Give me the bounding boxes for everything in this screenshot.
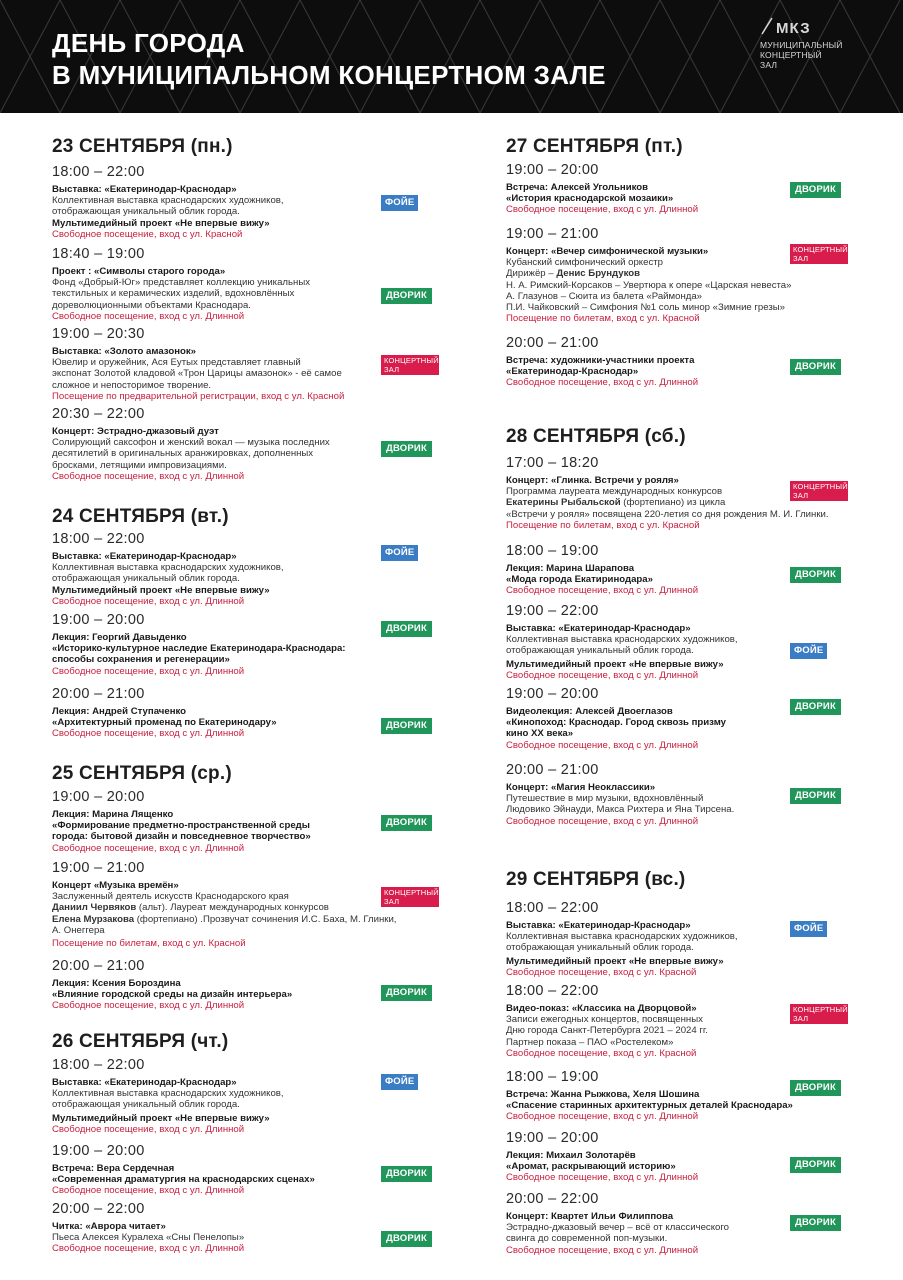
event-line: А. Глазунов – Сюита из балета «Раймонда» <box>506 290 703 302</box>
event-title: Концерт: «Вечер симфонической музыки» <box>506 246 709 257</box>
badge-yard: ДВОРИК <box>790 1157 841 1173</box>
event-time: 18:00 – 22:00 <box>506 900 599 916</box>
event-access: Посещение по билетам, вход с ул. Красной <box>506 519 700 531</box>
event-line: способы сохранения и регенерации» <box>52 654 230 666</box>
event-28-3 <box>506 603 881 681</box>
event-title: Встреча: Алексей Угольников <box>506 182 649 193</box>
day-heading-24 <box>52 506 229 528</box>
event-access: Свободное посещение, вход с ул. Длинной <box>52 1185 245 1197</box>
event-line: «Встречи у рояля» посвящена 220-летия со дня рождения М. И. Глинки. <box>506 508 829 520</box>
event-line: Эстрадно-джазовый вечер – всё от классического <box>506 1222 729 1234</box>
event-line: «Формирование предметно-пространственной среды <box>52 820 310 832</box>
event-time: 20:00 – 21:00 <box>52 686 145 702</box>
event-line: города: бытовой дизайн и повседневное творчество» <box>52 831 311 843</box>
event-access: Свободное посещение, вход с ул. Длинной <box>506 1244 699 1256</box>
event-line: текстильных и керамических изделий, вдохновлённых <box>52 288 295 300</box>
event-title: Концерт: «Глинка. Встречи у рояля» <box>506 475 679 486</box>
event-time: 18:00 – 22:00 <box>52 531 145 547</box>
event-line: отображающая уникальный облик города. <box>52 206 240 218</box>
logo-mark <box>760 20 843 37</box>
event-time: 19:00 – 20:30 <box>52 326 145 342</box>
day-date: 25 СЕНТЯБРЯ <box>52 763 186 784</box>
event-title: Встреча: художники-участники проекта <box>506 355 695 366</box>
event-access: Свободное посещение, вход с ул. Длинной <box>52 1123 245 1135</box>
badge-line: ЗАЛ <box>384 897 400 906</box>
badge-line: КОНЦЕРТНЫЙ <box>793 482 848 491</box>
badge-yard: ДВОРИК <box>790 788 841 804</box>
event-title: Читка: «Аврора читает» <box>52 1221 166 1232</box>
event-time: 18:00 – 22:00 <box>52 164 145 180</box>
day-date: 28 СЕНТЯБРЯ <box>506 426 640 447</box>
event-line: Мультимедийный проект «Не впервые вижу» <box>506 658 724 670</box>
event-27-2 <box>506 226 881 324</box>
event-line <box>506 268 881 279</box>
event-access: Свободное посещение, вход с ул. Длинной <box>52 842 245 854</box>
day-heading-26 <box>52 1031 228 1053</box>
badge-foyer: ФОЙЕ <box>381 545 418 561</box>
event-title: Лекция: Марина Шарапова <box>506 563 635 574</box>
event-time: 19:00 – 22:00 <box>506 603 599 619</box>
badge-yard: ДВОРИК <box>381 1166 432 1182</box>
event-line: Дню города Санкт-Петербурга 2021 – 2024 гг. <box>506 1025 708 1037</box>
event-line: свинга до современной поп-музыки. <box>506 1233 668 1245</box>
event-title: Лекция: Георгий Давыденко <box>52 632 187 643</box>
badge-concert-hall <box>790 244 848 264</box>
event-line: «Историко-культурное наследие Екатеринодара-Краснодара: <box>52 643 346 655</box>
event-access: Посещение по билетам, вход с ул. Красной <box>506 313 700 325</box>
event-access: Свободное посещение, вход с ул. Длинной <box>52 728 245 740</box>
event-line: «Архитектурный променад по Екатеринодару» <box>52 717 277 729</box>
event-time: 19:00 – 21:00 <box>506 226 599 242</box>
logo-icon <box>760 16 774 36</box>
day-date: 29 СЕНТЯБРЯ <box>506 869 640 890</box>
event-line: Н. А. Римский-Корсаков – Увертюра к опере «Царская невеста» <box>506 279 792 291</box>
day-weekday: (пт.) <box>644 136 683 157</box>
event-access: Свободное посещение, вход с ул. Длинной <box>506 585 699 597</box>
logo-line-1: МУНИЦИПАЛЬНЫЙ <box>760 40 843 50</box>
conductor-label: Дирижёр – <box>506 268 557 280</box>
day-weekday: (вс.) <box>644 869 686 890</box>
event-time: 18:00 – 22:00 <box>52 1057 145 1073</box>
event-26-1 <box>52 1057 442 1135</box>
event-title: Лекция: Ксения Бороздина <box>52 978 181 989</box>
event-line: Мультимедийный проект «Не впервые вижу» <box>52 584 270 596</box>
event-line <box>52 914 442 925</box>
event-title: Концерт: «Магия Неоклассики» <box>506 782 656 793</box>
event-access: Свободное посещение, вход с ул. Длинной <box>506 669 699 681</box>
event-line: Коллективная выставка краснодарских художников, <box>506 931 738 943</box>
event-line: отображающая уникальный облик города. <box>52 1099 240 1111</box>
event-title: Лекция: Андрей Ступаченко <box>52 706 187 717</box>
event-access: Свободное посещение, вход с ул. Длинной <box>506 204 699 216</box>
badge-concert-hall <box>381 887 439 907</box>
event-access: Посещение по предварительной регистрации, вход с ул. Красной <box>52 390 345 402</box>
badge-yard: ДВОРИК <box>790 1215 841 1231</box>
event-title: Выставка: «Екатеринодар-Краснодар» <box>506 623 691 634</box>
badge-yard: ДВОРИК <box>381 815 432 831</box>
badge-concert-hall <box>790 1004 848 1024</box>
event-title: Встреча: Вера Сердечная <box>52 1163 175 1174</box>
conductor-name: Денис Брундуков <box>556 268 641 280</box>
performer-name: Екатерины Рыбальской <box>506 497 621 509</box>
event-time: 20:00 – 22:00 <box>506 1191 599 1207</box>
badge-yard: ДВОРИК <box>381 718 432 734</box>
event-time: 20:00 – 21:00 <box>506 762 599 778</box>
badge-line: ЗАЛ <box>384 365 400 374</box>
event-line: Кубанский симфонический оркестр <box>506 257 663 269</box>
event-line: отображающая уникальный облик города. <box>506 645 694 657</box>
event-access: Свободное посещение, вход с ул. Длинной <box>52 1243 245 1255</box>
event-time: 19:00 – 20:00 <box>506 1130 599 1146</box>
event-line: Солирующий саксофон и женский вокал — музыка последних <box>52 437 330 449</box>
event-line: Партнер показа – ПАО «Ростелеком» <box>506 1036 674 1048</box>
badge-yard: ДВОРИК <box>790 359 841 375</box>
logo-text: МКЗ <box>776 20 811 37</box>
event-line: десятилетий в оригинальных аранжировках, дополненных <box>52 448 314 460</box>
event-title: Концерт: Эстрадно-джазовый дуэт <box>52 426 219 437</box>
event-time: 19:00 – 20:00 <box>506 162 599 178</box>
event-23-2 <box>52 246 442 322</box>
event-line: Мультимедийный проект «Не впервые вижу» <box>52 1112 270 1124</box>
event-time: 19:00 – 20:00 <box>52 612 145 628</box>
event-time: 19:00 – 21:00 <box>52 860 145 876</box>
event-access: Свободное посещение, вход с ул. Длинной <box>506 377 699 389</box>
event-line: Записи ежегодных концертов, посвященных <box>506 1014 703 1026</box>
event-time: 20:30 – 22:00 <box>52 406 145 422</box>
badge-yard: ДВОРИК <box>381 621 432 637</box>
event-line: «Современная драматургия на краснодарских сценах» <box>52 1174 315 1186</box>
event-line: кино XX века» <box>506 728 574 740</box>
event-access: Свободное посещение, вход с ул. Длинной <box>506 1172 699 1184</box>
badge-yard: ДВОРИК <box>790 1080 841 1096</box>
event-line: Мультимедийный проект «Не впервые вижу» <box>506 955 724 967</box>
event-line: Мультимедийный проект «Не впервые вижу» <box>52 217 270 229</box>
event-time: 18:00 – 19:00 <box>506 1069 599 1085</box>
badge-yard: ДВОРИК <box>381 441 432 457</box>
event-line: Программа лауреата международных конкурсов <box>506 486 723 498</box>
badge-line: КОНЦЕРТНЫЙ <box>384 888 439 897</box>
badge-line: ЗАЛ <box>793 1014 809 1023</box>
performer-note: (альт). Лауреат международных конкурсов <box>136 902 329 914</box>
event-access: Свободное посещение, вход с ул. Длинной <box>506 1111 699 1123</box>
event-time: 18:40 – 19:00 <box>52 246 145 262</box>
event-line: Путешествие в мир музыки, вдохновлённый <box>506 793 704 805</box>
event-title: Лекция: Марина Лященко <box>52 809 174 820</box>
event-title: Выставка: «Екатеринодар-Краснодар» <box>52 184 237 195</box>
event-time: 20:00 – 21:00 <box>52 958 145 974</box>
day-heading-27 <box>506 136 683 158</box>
day-weekday: (сб.) <box>644 426 686 447</box>
performer-name: Даниил Червяков <box>52 902 137 914</box>
event-line: «Влияние городской среды на дизайн интерьера» <box>52 989 293 1001</box>
day-heading-25 <box>52 763 232 785</box>
event-line: Заслуженный деятель искусств Краснодарского края <box>52 891 289 903</box>
event-access: Свободное посещение, вход с ул. Красной <box>52 228 243 240</box>
event-title: Концерт «Музыка времён» <box>52 880 179 891</box>
badge-line: ЗАЛ <box>793 491 809 500</box>
event-title: Встреча: Жанна Рыжкова, Хеля Шошина <box>506 1089 700 1100</box>
event-line: Коллективная выставка краснодарских художников, <box>506 634 738 646</box>
badge-yard: ДВОРИК <box>790 699 841 715</box>
badge-yard: ДВОРИК <box>790 182 841 198</box>
event-time: 18:00 – 22:00 <box>506 983 599 999</box>
badge-foyer: ФОЙЕ <box>381 195 418 211</box>
event-access: Свободное посещение, вход с ул. Длинной <box>52 665 245 677</box>
day-heading-28 <box>506 426 686 448</box>
day-weekday: (пн.) <box>190 136 233 157</box>
event-line: «Кинопоход: Краснодар. Город сквозь призму <box>506 717 727 729</box>
event-24-1 <box>52 531 442 607</box>
event-time: 20:00 – 22:00 <box>52 1201 145 1217</box>
event-line: А. Онеггера <box>52 924 105 936</box>
event-access: Свободное посещение, вход с ул. Длинной <box>52 595 245 607</box>
badge-yard: ДВОРИК <box>381 288 432 304</box>
event-line: «Екатеринодар-Краснодар» <box>506 366 639 378</box>
event-title: Выставка: «Золото амазонок» <box>52 346 196 357</box>
event-line: «История краснодарской мозаики» <box>506 193 674 205</box>
event-access: Посещение по билетам, вход с ул. Красной <box>52 938 246 950</box>
mkz-logo <box>760 20 843 70</box>
day-date: 24 СЕНТЯБРЯ <box>52 506 186 527</box>
badge-yard: ДВОРИК <box>381 985 432 1001</box>
page-title <box>52 27 606 91</box>
event-28-4 <box>506 686 881 751</box>
day-date: 23 СЕНТЯБРЯ <box>52 136 186 157</box>
performer-note: (фортепиано) из цикла <box>620 497 726 509</box>
day-date: 26 СЕНТЯБРЯ <box>52 1031 186 1052</box>
header-banner <box>0 0 903 113</box>
day-weekday: (ср.) <box>190 763 232 784</box>
badge-line: КОНЦЕРТНЫЙ <box>793 245 848 254</box>
event-line: отображающая уникальный облик города. <box>52 573 240 585</box>
event-line: «Спасение старинных архитектурных деталей Краснодара» <box>506 1100 793 1112</box>
event-access: Свободное посещение, вход с ул. Красной <box>506 1047 697 1059</box>
badge-line: КОНЦЕРТНЫЙ <box>793 1005 848 1014</box>
badge-concert-hall <box>381 355 439 375</box>
event-line: «Мода города Екатиринодара» <box>506 574 653 586</box>
event-access: Свободное посещение, вход с ул. Длинной <box>52 310 245 322</box>
day-date: 27 СЕНТЯБРЯ <box>506 136 640 157</box>
event-title: Выставка: «Екатеринодар-Краснодар» <box>506 920 691 931</box>
event-line: Фонд «Добрый-Юг» представляет коллекцию уникальных <box>52 277 311 289</box>
title-line-2: В МУНИЦИПАЛЬНОМ КОНЦЕРТНОМ ЗАЛЕ <box>52 60 606 90</box>
logo-line-3: ЗАЛ <box>760 60 778 70</box>
badge-foyer: ФОЙЕ <box>381 1074 418 1090</box>
badge-foyer: ФОЙЕ <box>790 921 827 937</box>
day-heading-29 <box>506 869 685 891</box>
event-time: 17:00 – 18:20 <box>506 455 599 471</box>
badge-yard: ДВОРИК <box>790 567 841 583</box>
badge-concert-hall <box>790 481 848 501</box>
event-29-1 <box>506 900 881 978</box>
event-title: Концерт: Квартет Ильи Филиппова <box>506 1211 674 1222</box>
title-line-1: ДЕНЬ ГОРОДА <box>52 28 245 58</box>
event-line: экспонат Золотой кладовой «Трон Царицы амазонок» - её самое <box>52 368 342 380</box>
event-access: Свободное посещение, вход с ул. Длинной <box>52 470 245 482</box>
event-line: бросками, летящими импровизациями. <box>52 459 227 471</box>
event-line: сложное и непосторимое творение. <box>52 379 212 391</box>
badge-line: КОНЦЕРТНЫЙ <box>384 356 439 365</box>
logo-line-2: КОНЦЕРТНЫЙ <box>760 50 822 60</box>
badge-line: ЗАЛ <box>793 254 809 263</box>
event-line: П.И. Чайковский – Симфония №1 соль минор «Зимние грезы» <box>506 302 786 314</box>
event-line: Коллективная выставка краснодарских художников, <box>52 562 284 574</box>
event-line: Людовико Эйнауди, Макса Рихтера и Яна Тирсена. <box>506 804 735 816</box>
event-time: 18:00 – 19:00 <box>506 543 599 559</box>
event-line: Коллективная выставка краснодарских художников, <box>52 1088 284 1100</box>
event-title: Видео-показ: «Классика на Дворцовой» <box>506 1003 697 1014</box>
event-line: Ювелир и оружейник, Ася Еутых представляет главный <box>52 357 301 369</box>
event-line: отображающая уникальный облик города. <box>506 942 694 954</box>
badge-yard: ДВОРИК <box>381 1231 432 1247</box>
performer-note: (фортепиано) .Прозвучат сочинения И.С. Баха, М. Глинки, <box>134 913 397 925</box>
day-heading-23 <box>52 136 233 158</box>
event-access: Свободное посещение, вход с ул. Длинной <box>506 815 699 827</box>
event-time: 19:00 – 20:00 <box>52 1143 145 1159</box>
event-access: Свободное посещение, вход с ул. Длинной <box>52 1000 245 1012</box>
event-title: Лекция: Михаил Золотарёв <box>506 1150 636 1161</box>
day-weekday: (вт.) <box>190 506 229 527</box>
event-title: Выставка: «Екатеринодар-Краснодар» <box>52 551 237 562</box>
day-weekday: (чт.) <box>190 1031 229 1052</box>
event-time: 20:00 – 21:00 <box>506 335 599 351</box>
event-line: Пьеса Алексея Куралеха «Сны Пенелопы» <box>52 1232 245 1244</box>
event-time: 19:00 – 20:00 <box>506 686 599 702</box>
performer-name: Елена Мурзакова <box>52 913 135 925</box>
event-title: Выставка: «Екатеринодар-Краснодар» <box>52 1077 237 1088</box>
event-time: 19:00 – 20:00 <box>52 789 145 805</box>
event-line: «Аромат, раскрывающий историю» <box>506 1161 676 1173</box>
event-access: Свободное посещение, вход с ул. Длинной <box>506 739 699 751</box>
event-access: Свободное посещение, вход с ул. Красной <box>506 966 697 978</box>
event-line: дореволюционными объектами Краснодара. <box>52 299 251 311</box>
badge-foyer: ФОЙЕ <box>790 643 827 659</box>
event-title: Видеолекция: Алексей Двоеглазов <box>506 706 673 717</box>
event-line: Коллективная выставка краснодарских художников, <box>52 195 284 207</box>
event-title: Проект : «Символы старого города» <box>52 266 226 277</box>
